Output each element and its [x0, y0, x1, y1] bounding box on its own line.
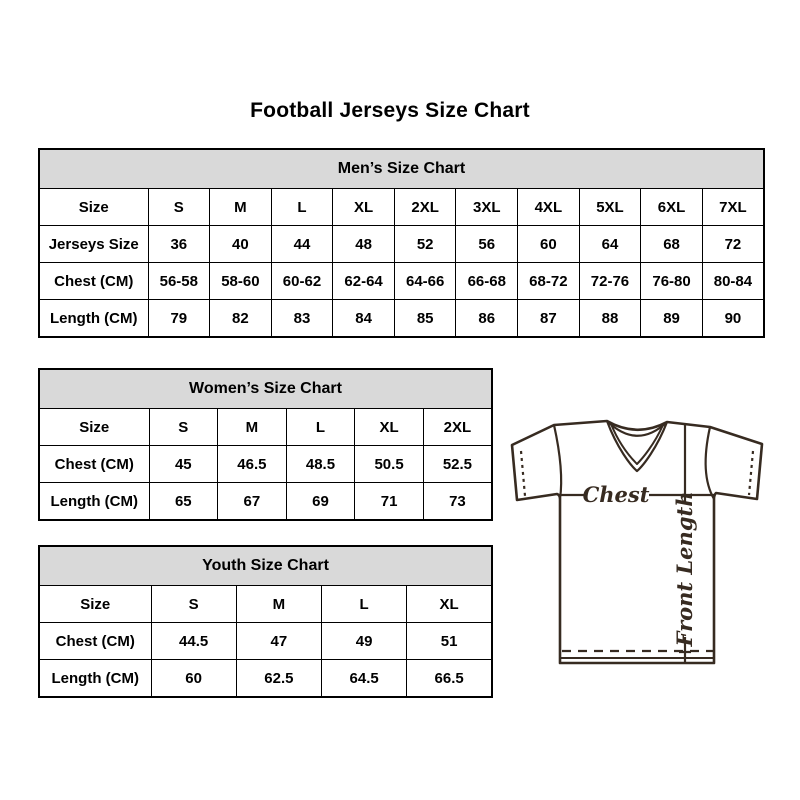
men-row-label: Size — [39, 189, 148, 226]
men-cell: 84 — [333, 300, 395, 338]
men-cell: 64 — [579, 226, 641, 263]
youth-cell: 51 — [407, 623, 492, 660]
women-row-label: Size — [39, 409, 149, 446]
men-cell: 44 — [271, 226, 333, 263]
youth-size-table — [38, 545, 493, 698]
women-cell: 73 — [423, 483, 492, 521]
women-cell: L — [286, 409, 355, 446]
men-cell: 36 — [148, 226, 210, 263]
youth-cell: L — [322, 586, 407, 623]
men-cell: 62-64 — [333, 263, 395, 300]
women-row-label: Length (CM) — [39, 483, 149, 521]
youth-row-label: Chest (CM) — [39, 623, 151, 660]
mens-size-table — [38, 148, 765, 338]
men-cell: 60 — [518, 226, 580, 263]
men-cell: 56 — [456, 226, 518, 263]
men-table-row — [39, 189, 764, 226]
women-cell: XL — [355, 409, 424, 446]
women-cell: 67 — [218, 483, 287, 521]
men-cell: 82 — [210, 300, 272, 338]
men-cell: XL — [333, 189, 395, 226]
men-cell: 6XL — [641, 189, 703, 226]
men-cell: 68 — [641, 226, 703, 263]
women-cell: 71 — [355, 483, 424, 521]
women-cell: 45 — [149, 446, 218, 483]
men-cell: 90 — [702, 300, 764, 338]
youth-cell: XL — [407, 586, 492, 623]
men-table-title: Men’s Size Chart — [39, 149, 764, 189]
youth-cell: 62.5 — [236, 660, 321, 698]
women-cell: S — [149, 409, 218, 446]
women-table-title: Women’s Size Chart — [39, 369, 492, 409]
men-cell: 87 — [518, 300, 580, 338]
womens-size-table — [38, 368, 493, 521]
men-cell: 7XL — [702, 189, 764, 226]
youth-cell: S — [151, 586, 236, 623]
men-cell: 56-58 — [148, 263, 210, 300]
youth-cell: 49 — [322, 623, 407, 660]
youth-row-label: Size — [39, 586, 151, 623]
jersey-measurement-diagram — [500, 396, 778, 688]
men-cell: 40 — [210, 226, 272, 263]
youth-row-label: Length (CM) — [39, 660, 151, 698]
youth-table-title: Youth Size Chart — [39, 546, 492, 586]
men-cell: 89 — [641, 300, 703, 338]
youth-table-row — [39, 586, 492, 623]
youth-table-row — [39, 623, 492, 660]
men-row-label: Chest (CM) — [39, 263, 148, 300]
men-cell: 80-84 — [702, 263, 764, 300]
men-cell: M — [210, 189, 272, 226]
youth-cell: 64.5 — [322, 660, 407, 698]
women-table-row — [39, 446, 492, 483]
front-length-label: Front Length — [672, 491, 697, 647]
page-title: Football Jerseys Size Chart — [250, 99, 530, 122]
right-sleeve-seam — [706, 427, 714, 499]
men-cell: 72-76 — [579, 263, 641, 300]
men-cell: 72 — [702, 226, 764, 263]
men-cell: 4XL — [518, 189, 580, 226]
men-row-label: Jerseys Size — [39, 226, 148, 263]
women-table-row — [39, 483, 492, 521]
women-cell: 52.5 — [423, 446, 492, 483]
men-cell: 83 — [271, 300, 333, 338]
men-cell: 86 — [456, 300, 518, 338]
men-cell: S — [148, 189, 210, 226]
youth-cell: 66.5 — [407, 660, 492, 698]
youth-cell: M — [236, 586, 321, 623]
men-table-row — [39, 300, 764, 338]
men-cell: 64-66 — [394, 263, 456, 300]
women-cell: 50.5 — [355, 446, 424, 483]
women-cell: 48.5 — [286, 446, 355, 483]
jersey-outline — [512, 421, 762, 663]
women-table-row — [39, 409, 492, 446]
women-cell: M — [218, 409, 287, 446]
men-cell: L — [271, 189, 333, 226]
men-cell: 2XL — [394, 189, 456, 226]
youth-cell: 47 — [236, 623, 321, 660]
youth-cell: 60 — [151, 660, 236, 698]
men-cell: 52 — [394, 226, 456, 263]
men-cell: 48 — [333, 226, 395, 263]
men-cell: 5XL — [579, 189, 641, 226]
left-cuff-stitch — [521, 451, 525, 496]
women-cell: 2XL — [423, 409, 492, 446]
women-cell: 46.5 — [218, 446, 287, 483]
women-row-label: Chest (CM) — [39, 446, 149, 483]
men-cell: 60-62 — [271, 263, 333, 300]
women-cell: 65 — [149, 483, 218, 521]
men-cell: 88 — [579, 300, 641, 338]
men-table-row — [39, 263, 764, 300]
men-row-label: Length (CM) — [39, 300, 148, 338]
men-cell: 66-68 — [456, 263, 518, 300]
men-table-row — [39, 226, 764, 263]
youth-cell: 44.5 — [151, 623, 236, 660]
men-cell: 85 — [394, 300, 456, 338]
men-cell: 58-60 — [210, 263, 272, 300]
men-cell: 79 — [148, 300, 210, 338]
left-sleeve-seam — [554, 425, 561, 499]
men-cell: 68-72 — [518, 263, 580, 300]
women-cell: 69 — [286, 483, 355, 521]
men-cell: 3XL — [456, 189, 518, 226]
youth-table-row — [39, 660, 492, 698]
chest-label: Chest — [582, 482, 650, 507]
right-cuff-stitch — [749, 451, 753, 495]
men-cell: 76-80 — [641, 263, 703, 300]
